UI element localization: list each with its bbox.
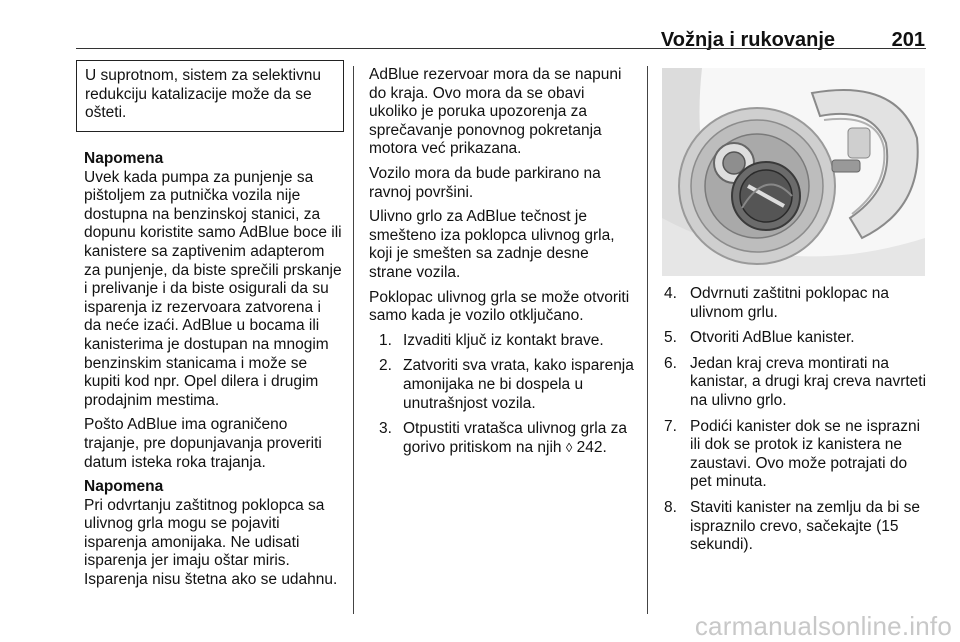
fuel-filler-photo [662,68,925,276]
note-text-2: Pri odvrtanju zaštitnog poklopca sa ulivnog grla mogu se pojaviti isparenja amonijaka. Ne udisati isparenja jer imaju oštar miris. Isparenja nisu štetna ako se udahnu. [84,496,338,589]
step-text: Zatvoriti sva vrata, kako isparenja amonijaka ne bi dospela u unutrašnjost vozila. [403,357,634,412]
watermark: carmanualsonline.info [694,611,952,641]
page-reference-icon: ◊ [565,439,573,455]
warning-text: U suprotnom, sistem za selektivnu redukciju katalizacije može da se ošteti. [85,67,322,122]
left-column [84,150,342,596]
list-item [664,499,930,555]
paragraph-unlock: Poklopac ulivnog grla se može otvoriti samo kada je vozilo otključano. [369,288,630,325]
list-item [379,420,635,457]
step-number: 1. [379,331,392,349]
middle-column [369,66,635,464]
page-number: 201 [891,29,925,51]
list-item [379,332,635,351]
list-item [664,329,930,348]
note-block-1 [84,150,342,410]
fuel-filler-illustration [662,68,925,276]
list-item [379,357,635,413]
step-text: Izvaditi ključ iz kontakt brave. [403,331,604,349]
list-item [664,418,930,492]
warning-box [76,60,344,132]
note-heading-1: Napomena [84,150,164,167]
column-divider-2 [647,66,648,614]
paragraph-fill-tank: AdBlue rezervoar mora da se napuni do kraja. Ovo mora da se obavi ukoliko je poruka upozorenja za sprečavanje ponovnog pokretanja motora već prikazana. [369,66,622,158]
step-number: 5. [664,329,677,347]
header-divider [76,48,926,49]
steps-list-1 [369,332,635,458]
step-text: Odvrnuti zaštitni poklopac na ulivnom grlu. [690,285,890,321]
step-number: 3. [379,420,392,438]
steps-list-2 [664,285,930,555]
step-text: Otvoriti AdBlue kanister. [690,329,855,347]
column-divider-1 [353,66,354,614]
section-title: Vožnja i rukovanje [660,29,835,51]
step-number: 8. [664,498,677,516]
page-reference-link[interactable]: 242. [576,438,607,456]
note-text-1: Uvek kada pumpa za punjenje sa pištoljem za putnička vozila nije dostupna na benzinskoj stanici, za dopunu koristite samo AdBlue boce ili kanistere sa zaptivenim adapterom za punjenje, da biste sprečili prskanje i prelivanje i da biste osigurali da su isparenja iz rezervoara zatvorena i da neće izaći. AdBlue u bocama ili kanisterima je dostupan na mnogim benzinskim stanicama i može se kupiti kod npr. Opel dilera i drugim prodajnim mestima. [84,168,342,409]
note-block-2 [84,478,342,590]
list-item [664,285,930,322]
step-number: 7. [664,417,677,435]
paragraph-level-surface: Vozilo mora da bude parkirano na ravnoj površini. [369,164,601,201]
step-text: Jedan kraj creva montirati na kanistar, a drugi kraj creva navrteti na ulivno grlo. [690,354,927,409]
step-text: Podići kanister dok se ne isprazni ili dok se protok iz kanistera ne zaustavi. Ovo može potrajati do pet minuta. [690,417,921,491]
step-number: 2. [379,357,392,375]
shelf-life-paragraph: Pošto AdBlue ima ograničeno trajanje, pre dopunjavanja proveriti datum isteka roka trajanja. [84,416,322,471]
step-text: Staviti kanister na zemlju da bi se ispraznilo crevo, sačekajte (15 sekundi). [690,498,921,554]
step-number: 6. [664,354,677,372]
note-heading-2: Napomena [84,478,164,496]
list-item [664,355,930,411]
step-number: 4. [664,285,677,302]
right-column [664,285,930,562]
step-text: Otpustiti vratašca ulivnog grla za gorivo pritiskom na njih [403,420,627,456]
paragraph-filler-location: Ulivno grlo za AdBlue tečnost je smešteno iza poklopca ulivnog grla, koji je smešten sa zadnje desne strane vozila. [369,208,615,281]
